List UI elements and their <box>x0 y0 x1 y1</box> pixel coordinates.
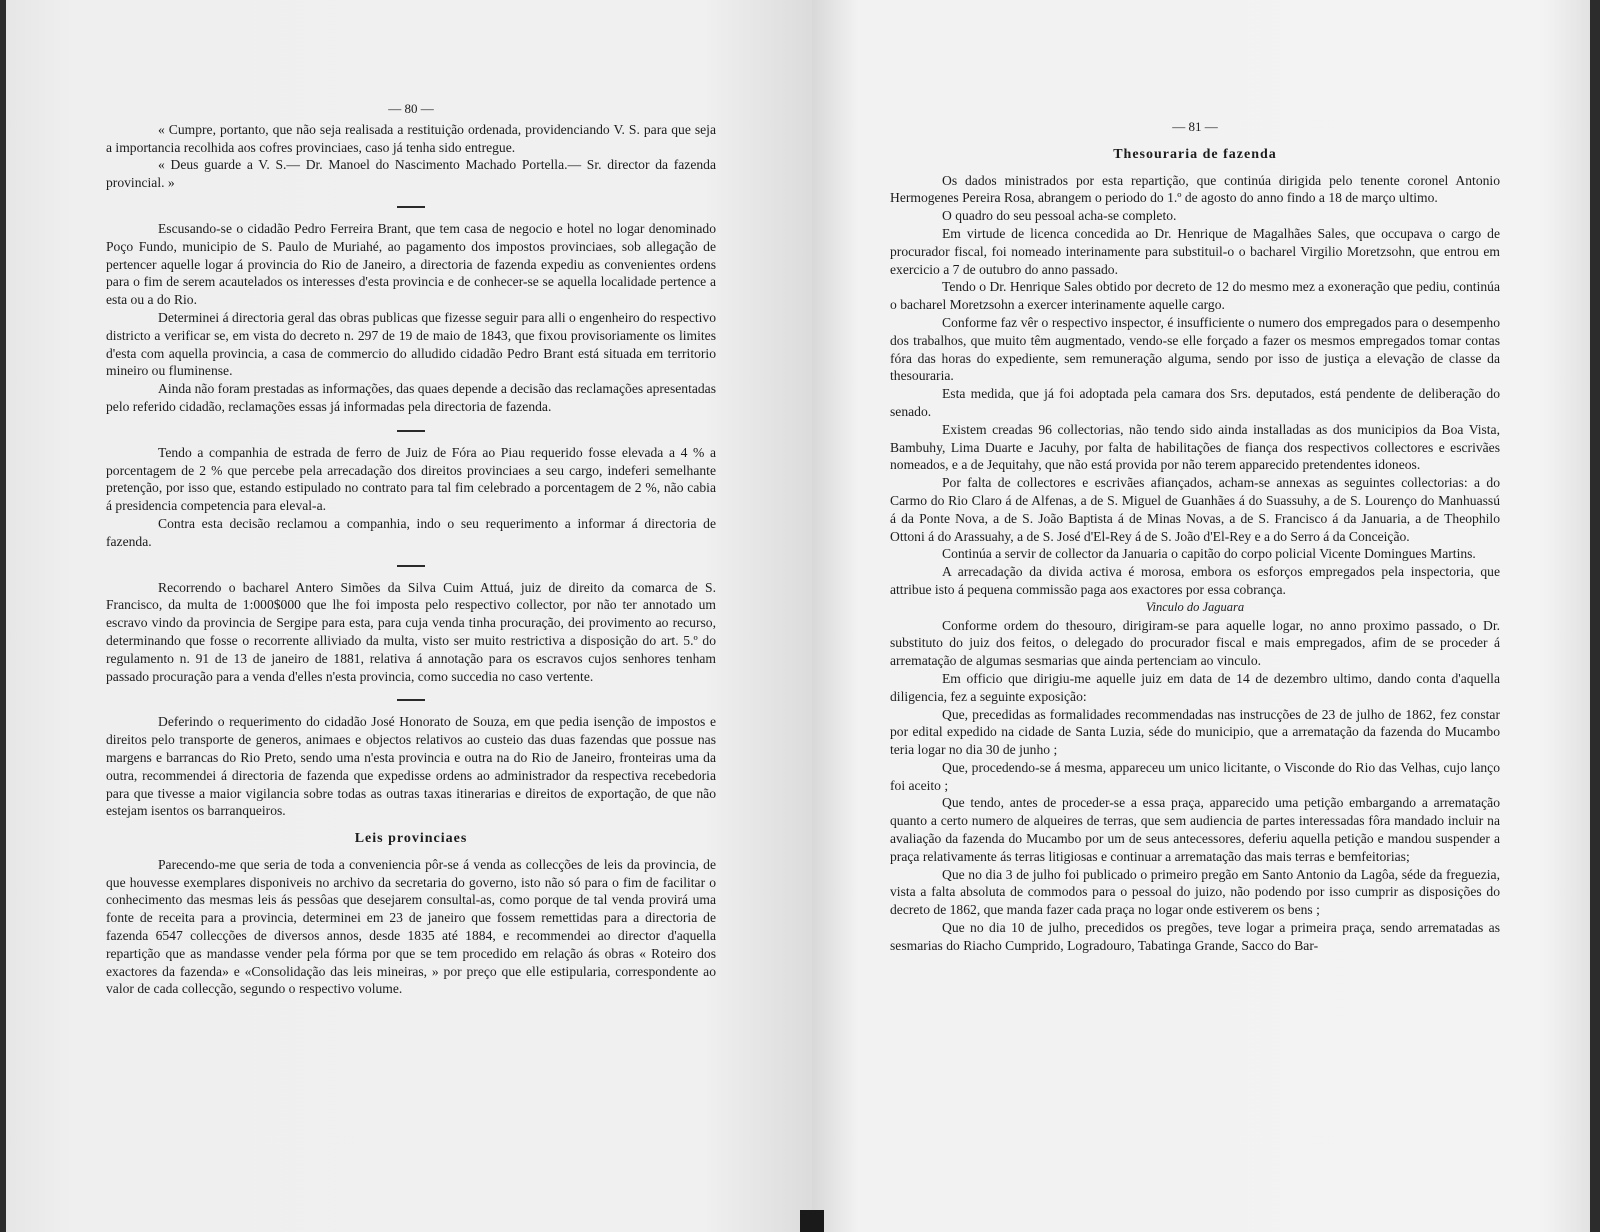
section-heading: Leis provinciaes <box>354 831 468 847</box>
paragraph: Tendo o Dr. Henrique Sales obtido por decreto de 12 do mesmo mez a exoneração que pediu, continúa o bacharel Moretzsohn a exercer interinamente aquelle cargo. <box>890 279 1500 313</box>
paragraph: Que tendo, antes de proceder-se a essa praça, apparecido uma petição embargando a arrematação quanto a certo numero de alqueires de terras, que sem audiencia de partes interessadas fôra mandado incluir na avaliação da fazenda do Mucambo por um de seus antecessores, deferiu aquella petição e mandou suspender a praça relativamente ás terras litigiosas e continuar a arrematação das mais terras e bemfeitorias; <box>890 795 1500 864</box>
paragraph: Escusando-se o cidadão Pedro Ferreira Brant, que tem casa de negocio e hotel no logar denominado Poço Fundo, municipio de S. Paulo de Muriahé, ao pagamento dos impostos provinciaes, sob allegação de pertencer aquelle logar á provincia do Rio de Janeiro, a directoria de fazenda expediu as convenientes ordens para o fim de serem acautelados os interesses d'esta provincia e de conhecer-se se aquella localidade pertence a esta ou a do Rio. <box>106 220 716 308</box>
paragraph: A arrecadação da divida activa é morosa, embora os esforços empregados pela inspectoria, que attribue isto á pequena commissão paga aos exactores por essa cobrança. <box>890 564 1500 597</box>
paragraph: Ainda não foram prestadas as informações, das quaes depende a decisão das reclamações apresentadas pelo referido cidadão, reclamações essas já informadas pela directoria de fazenda. <box>106 381 716 414</box>
paragraph: Continúa a servir de collector da Januaria o capitão do corpo policial Vicente Domingues Martins. <box>942 546 1476 562</box>
section-divider <box>397 206 425 208</box>
left-page-text <box>106 100 716 998</box>
paragraph: Deferindo o requerimento do cidadão José Honorato de Souza, em que pedia isenção de impostos e direitos pelo transporte de generos, animaes e objectos relativos ao custeio das duas fazendas que possue nas margens e barrancas do Rio Preto, sendo uma n'esta provincia e outra na do Rio de Janeiro, fronteiras uma da outra, recommendei á directoria de fazenda que expedisse ordens ao administrador da respectiva recebedoria para que tivesse a maior vigilancia sobre todas as outras taxas itinerarias e direitos de exportação, de que não estejam isentos os barranqueiros. <box>106 714 716 819</box>
subsection-heading: Vinculo do Jaguara <box>1145 599 1245 614</box>
paragraph: Tendo a companhia de estrada de ferro de Juiz de Fóra ao Piau requerido fosse elevada a 4 % a porcentagem de 2 % que percebe pela arrecadação dos direitos provinciaes a seu cargo, indeferi semelhante pretenção, por isso que, estando estipulado no contrato para tal fim celebrado a porcentagem de 2 %, não cabia á presidencia competencia para eleval-a. <box>106 444 716 514</box>
paragraph: Por falta de collectores e escrivães afiançados, acham-se annexas as seguintes collectorias: a do Carmo do Rio Claro á de Alfenas, a de S. Miguel de Guanhães á do Suassuhy, a de S. Lourenço do Manhuassú á da Ponte Nova, a de S. João Baptista á de Minas Novas, a de S. Francisco á da Januaria, a de Theophilo Ottoni á do Arassuahy, a de S. José d'El-Rey á de S. João d'El-Rey e a do Serro á da Conceição. <box>890 475 1500 544</box>
paragraph: Que, precedidas as formalidades recommendadas nas instrucções de 23 de julho de 1862, fez constar por edital expedido na cidade de Santa Luzia, séde do municipio, que a arrematação da fazenda do Mucambo teria logar no dia 30 de junho ; <box>890 706 1500 758</box>
paragraph: O quadro do seu pessoal acha-se completo. <box>942 208 1177 224</box>
paragraph: Conforme faz vêr o respectivo inspector, é insufficiente o numero dos empregados para o desempenho dos trabalhos, que muito têm augmentado, vendo-se elle forçado a fazer os mesmos empregados tomar contas fóra das horas do expediente, sem remuneração alguma, sendo por isso de justiça a elevação de classe da thesouraria. <box>890 314 1500 384</box>
paragraph: Conforme ordem do thesouro, dirigiram-se para aquelle logar, no anno proximo passado, o Dr. substituto do juiz dos feitos, o delegado do procurador fiscal e mais empregados, afim de se proceder á arrematação de algumas sesmarias que ainda pertenciam ao vinculo. <box>890 617 1500 669</box>
paragraph: Em virtude de licenca concedida ao Dr. Henrique de Magalhães Sales, que occupava o cargo de procurador fiscal, foi nomeado interinamente para substituil-o o bacharel Virgilio Moretzsohn, que entrou em exercicio a 7 de outubro do anno passado. <box>890 225 1500 277</box>
section-divider <box>397 430 425 432</box>
paragraph: Os dados ministrados por esta repartição, que continúa dirigida pelo tenente coronel Antonio Hermogenes Pereira Rosa, abrangem o periodo do 1.º de agosto do anno findo a 18 de março ultimo. <box>890 172 1500 206</box>
section-divider <box>397 565 425 567</box>
right-page-text <box>890 118 1500 955</box>
section-divider <box>397 699 425 701</box>
left-page <box>6 0 826 1232</box>
right-page-number: — 81 — <box>1172 119 1218 134</box>
paragraph: Que no dia 10 de julho, precedidos os pregões, teve logar a primeira praça, sendo arrematadas as sesmarias do Riacho Cumprido, Logradouro, Tabatinga Grande, Sacco do Bar- <box>890 920 1500 953</box>
paragraph: Determinei á directoria geral das obras publicas que fizesse seguir para alli o engenheiro do respectivo districto a verificar se, em vista do decreto n. 297 de 19 de maio de 1843, que fixou provisoriamente os limites d'esta com aquella provincia, a casa de commercio do alludido cidadão Pedro Brant está situada em territorio mineiro ou fluminense. <box>106 309 716 379</box>
paragraph: Que no dia 3 de julho foi publicado o primeiro pregão em Santo Antonio da Lagôa, séde da freguezia, vista a falta absoluta de commodos para o pessoal do juizo, não podendo por isso cumprir as disposições do decreto de 1862, que manda fazer cada praça no logar onde estiverem os bens ; <box>890 866 1500 918</box>
paragraph: « Cumpre, portanto, que não seja realisada a restituição ordenada, providenciando V. S. para que seja a importancia recolhida aos cofres provinciaes, caso já tenha sido entregue. <box>106 121 716 155</box>
paragraph: Contra esta decisão reclamou a companhia, indo o seu requerimento a informar á directoria de fazenda. <box>106 515 716 549</box>
left-page-number: — 80 — <box>388 101 434 116</box>
paragraph: Recorrendo o bacharel Antero Simões da Silva Cuim Attuá, juiz de direito da comarca de S. Francisco, da multa de 1:000$000 que lhe foi imposta pelo respectivo collector, por não ter annotado um escravo vindo da provincia de Sergipe para esta, para cuja venda tinha procuração, dei provimento ao recurso, determinando que fosse o recorrente alliviado da multa, visto ser muito restrictiva a disposição do art. 5.º do regulamento n. 91 de 13 de janeiro de 1881, relativa á annotação para os escravos cujos senhores tenham passado procuração para a venda d'elles n'esta provincia, como succedia no caso vertente. <box>106 579 716 684</box>
paragraph: Que, procedendo-se á mesma, appareceu um unico licitante, o Visconde do Rio das Velhas, cujo lanço foi aceito ; <box>890 759 1500 793</box>
paragraph: Existem creadas 96 collectorias, não tendo sido ainda installadas as dos municipios da Boa Vista, Bambuhy, Lima Duarte e Jacuhy, por falta de habilitações de fiança dos respectivos collectores e escrivães nomeados, e a de Jequitahy, que não está provida por não terem apparecido pretendentes idoneos. <box>890 421 1500 473</box>
paragraph: Esta medida, que já foi adoptada pela camara dos Srs. deputados, está pendente de deliberação do senado. <box>890 386 1500 419</box>
paragraph: Parecendo-me que seria de toda a conveniencia pôr-se á venda as collecções de leis da provincia, de que houvesse exemplares disponiveis no archivo da secretaria do governo, isto não só para o fim de facilitar o conhecimento das mesmas leis ás pessôas que desejarem consultal-as, como porque de tal venda provirá uma fonte de receita para a provincia, determinei em 23 de janeiro que fossem remettidas para a directoria de fazenda 6547 collecções de diversos annos, desde 1835 até 1884, e recommendei ao director d'aquella repartição que as mandasse vender pela fórma por que se tem procedido em relação ás obras « Roteiro dos exactores da fazenda» e «Consolidação das leis mineiras, » por preço que elle estipularia, correspondente ao valor de cada collecção, segundo o respectivo volume. <box>106 856 716 997</box>
paragraph: « Deus guarde a V. S.— Dr. Manoel do Nascimento Machado Portella.— Sr. director da fazenda provincial. » <box>106 157 716 191</box>
paragraph: Em officio que dirigiu-me aquelle juiz em data de 14 de dezembro ultimo, dando conta d'aquella diligencia, fez a seguinte exposição: <box>890 670 1500 704</box>
scan-edge-mark <box>800 1210 824 1232</box>
section-heading: Thesouraria de fazenda <box>1113 146 1277 162</box>
